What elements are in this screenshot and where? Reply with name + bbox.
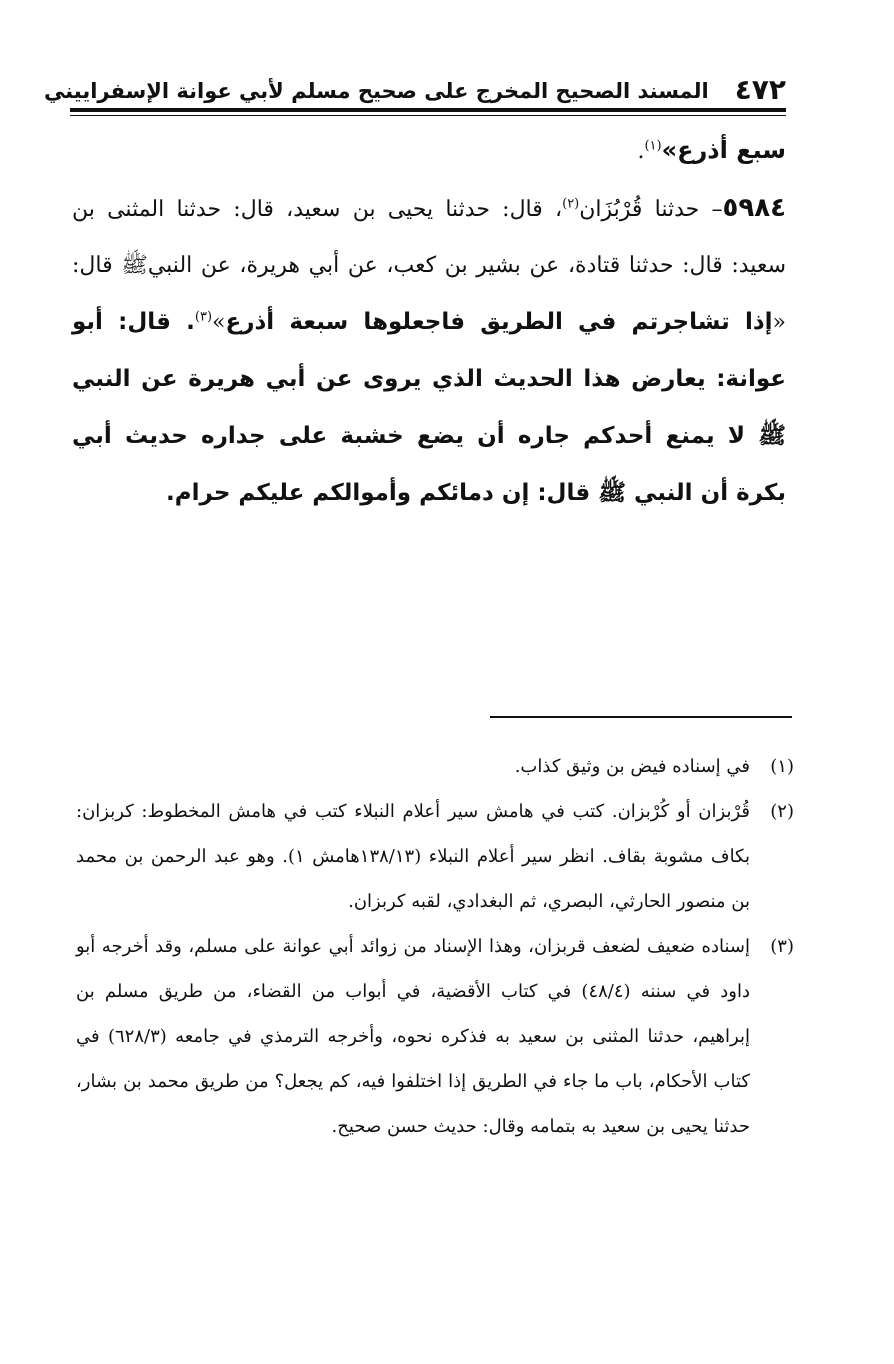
hadith-chain-b: ، قال: حدثنا يحيى بن سعيد، قال: حدثنا المثنى بن سعيد: قال: حدثنا قتادة، عن بشير بن كعب، عن أبي هريرة، عن النبيﷺ قال: « [72, 197, 786, 335]
hadith-number: ٥٩٨٤ [722, 193, 786, 223]
footnote-item [76, 924, 794, 1149]
hadith-chain-a: – حدثنا قُرْبُزَان [579, 197, 723, 222]
header-rule-thin [70, 115, 786, 116]
footnote-number: (٢) [770, 801, 794, 822]
footnote-number: (١) [770, 756, 794, 777]
footnote-separator [490, 716, 792, 718]
footnote-text: قُرْبزان أو كُرْبزان. كتب في هامش سير أعلام النبلاء كتب في هامش المخطوط: كربزان: بكاف مشوبة بقاف. انظر سير أعلام النبلاء (١٣٨/١٣هامش ١). وهو عبد الرحمن بن محمد بن منصور الحارثي، البصري، ثم البغدادي، لقبه كربزان. [76, 801, 751, 912]
main-text [72, 122, 786, 522]
running-title: المسند الصحيح المخرج على صحيح مسلم لأبي عوانة الإسفراييني [43, 79, 709, 103]
page-number: ٤٧٢ [734, 73, 786, 106]
hadith-paragraph [72, 180, 786, 522]
footnote-ref-1: (١) [644, 138, 662, 154]
header-rule-thick [70, 108, 786, 112]
footnote-item [76, 789, 794, 924]
hadith-matn: إذا تشاجرتم في الطريق فاجعلوها سبعة أذرع [225, 309, 773, 335]
footnote-item [76, 744, 794, 789]
quote-close: » [212, 310, 226, 335]
footnote-text: إسناده ضعيف لضعف قربزان، وهذا الإسناد من زوائد أبي عوانة على مسلم، وقد أخرجه أبو داود في سننه (٤٨/٤) في كتاب الأقضية، في أبواب من القضاء، من طريق مسلم بن إبراهيم، حدثنا المثنى بن سعيد به فذكره نحوه، وأخرجه الترمذي في جامعه (٦٢٨/٣) في كتاب الأحكام، باب ما جاء في الطريق إذا اختلفوا فيه، كم يجعل؟ من طريق محمد بن بشار، حدثنا يحيى بن سعيد به بتمامه وقال: حديث حسن صحيح. [76, 936, 750, 1137]
author-comment: . قال: أبو عوانة: يعارض هذا الحديث الذي يروى عن أبي هريرة عن النبي ﷺ لا يمنع أحدكم جاره أن يضع خشبة على جداره حديث أبي بكرة أن النبي ﷺ قال: إن دمائكم وأموالكم عليكم حرام. [72, 309, 786, 506]
paragraph-continuation [72, 122, 786, 180]
footnote-ref-2: (٢) [562, 196, 580, 212]
footnotes [76, 744, 794, 1149]
continuation-text: سبع أذرع» [661, 136, 786, 164]
footnote-text: في إسناده فيض بن وثيق كذاب. [514, 756, 750, 777]
footnote-ref-3: (٣) [194, 309, 213, 325]
footnote-number: (٣) [770, 936, 794, 957]
page-header [43, 70, 786, 106]
continuation-end: . [637, 139, 645, 164]
